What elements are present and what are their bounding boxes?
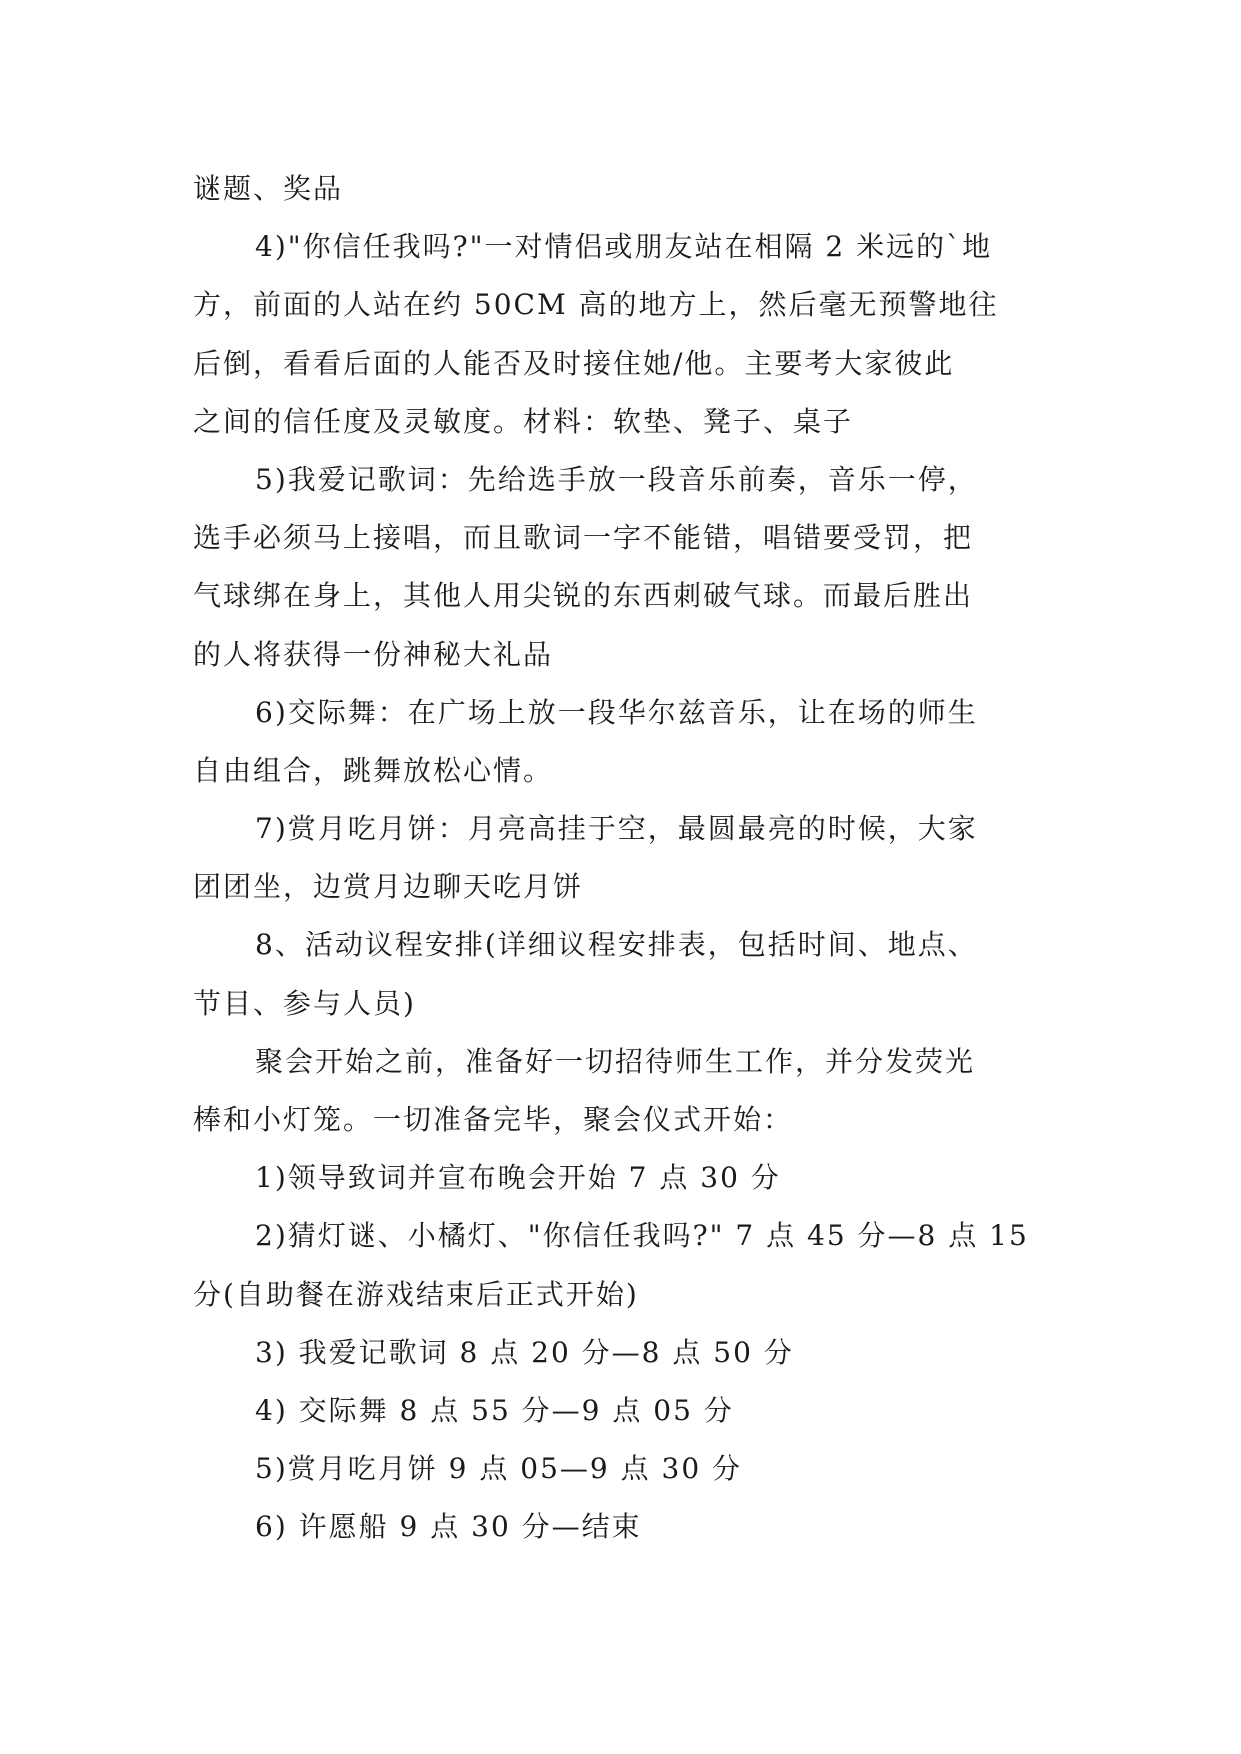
text-line: 8、活动议程安排(详细议程安排表，包括时间、地点、 — [255, 928, 978, 962]
text-line: 后倒，看看后面的人能否及时接住她/他。主要考大家彼此 — [193, 346, 955, 380]
text-line: 方，前面的人站在约 50CM 高的地方上，然后毫无预警地往 — [193, 288, 999, 322]
text-line: 6) 许愿船 9 点 30 分—结束 — [255, 1510, 642, 1544]
text-line: 分(自助餐在游戏结束后正式开始) — [193, 1277, 639, 1311]
text-line: 2)猜灯谜、小橘灯、"你信任我吗?" 7 点 45 分—8 点 15 — [255, 1219, 1029, 1253]
text-line: 节目、参与人员) — [193, 986, 416, 1020]
text-line: 的人将获得一份神秘大礼品 — [193, 637, 554, 671]
text-line: 团团坐，边赏月边聊天吃月饼 — [193, 870, 584, 904]
text-line: 谜题、奖品 — [193, 172, 344, 205]
text-line: 4)"你信任我吗?"一对情侣或朋友站在相隔 2 米远的`地 — [255, 230, 993, 264]
text-line: 聚会开始之前，准备好一切招待师生工作，并分发荧光 — [255, 1044, 976, 1078]
text-line: 气球绑在身上，其他人用尖锐的东西刺破气球。而最后胜出 — [193, 579, 974, 613]
text-line: 7)赏月吃月饼：月亮高挂于空，最圆最亮的时候，大家 — [255, 812, 978, 846]
text-line: 3) 我爱记歌词 8 点 20 分—8 点 50 分 — [255, 1335, 794, 1369]
text-line: 棒和小灯笼。一切准备完毕，聚会仪式开始： — [193, 1103, 794, 1136]
text-line: 之间的信任度及灵敏度。材料：软垫、凳子、桌子 — [193, 404, 854, 438]
text-line: 5)我爱记歌词：先给选手放一段音乐前奏，音乐一停， — [255, 462, 978, 496]
text-line: 6)交际舞：在广场上放一段华尔兹音乐，让在场的师生 — [255, 695, 978, 729]
text-line: 自由组合，跳舞放松心情。 — [193, 753, 554, 787]
text-line: 选手必须马上接唱，而且歌词一字不能错，唱错要受罚，把 — [193, 521, 974, 555]
text-line: 1)领导致词并宣布晚会开始 7 点 30 分 — [255, 1161, 781, 1195]
document-body — [193, 160, 1073, 1557]
text-line: 4) 交际舞 8 点 55 分—9 点 05 分 — [255, 1393, 734, 1427]
text-line: 5)赏月吃月饼 9 点 05—9 点 30 分 — [255, 1452, 743, 1486]
